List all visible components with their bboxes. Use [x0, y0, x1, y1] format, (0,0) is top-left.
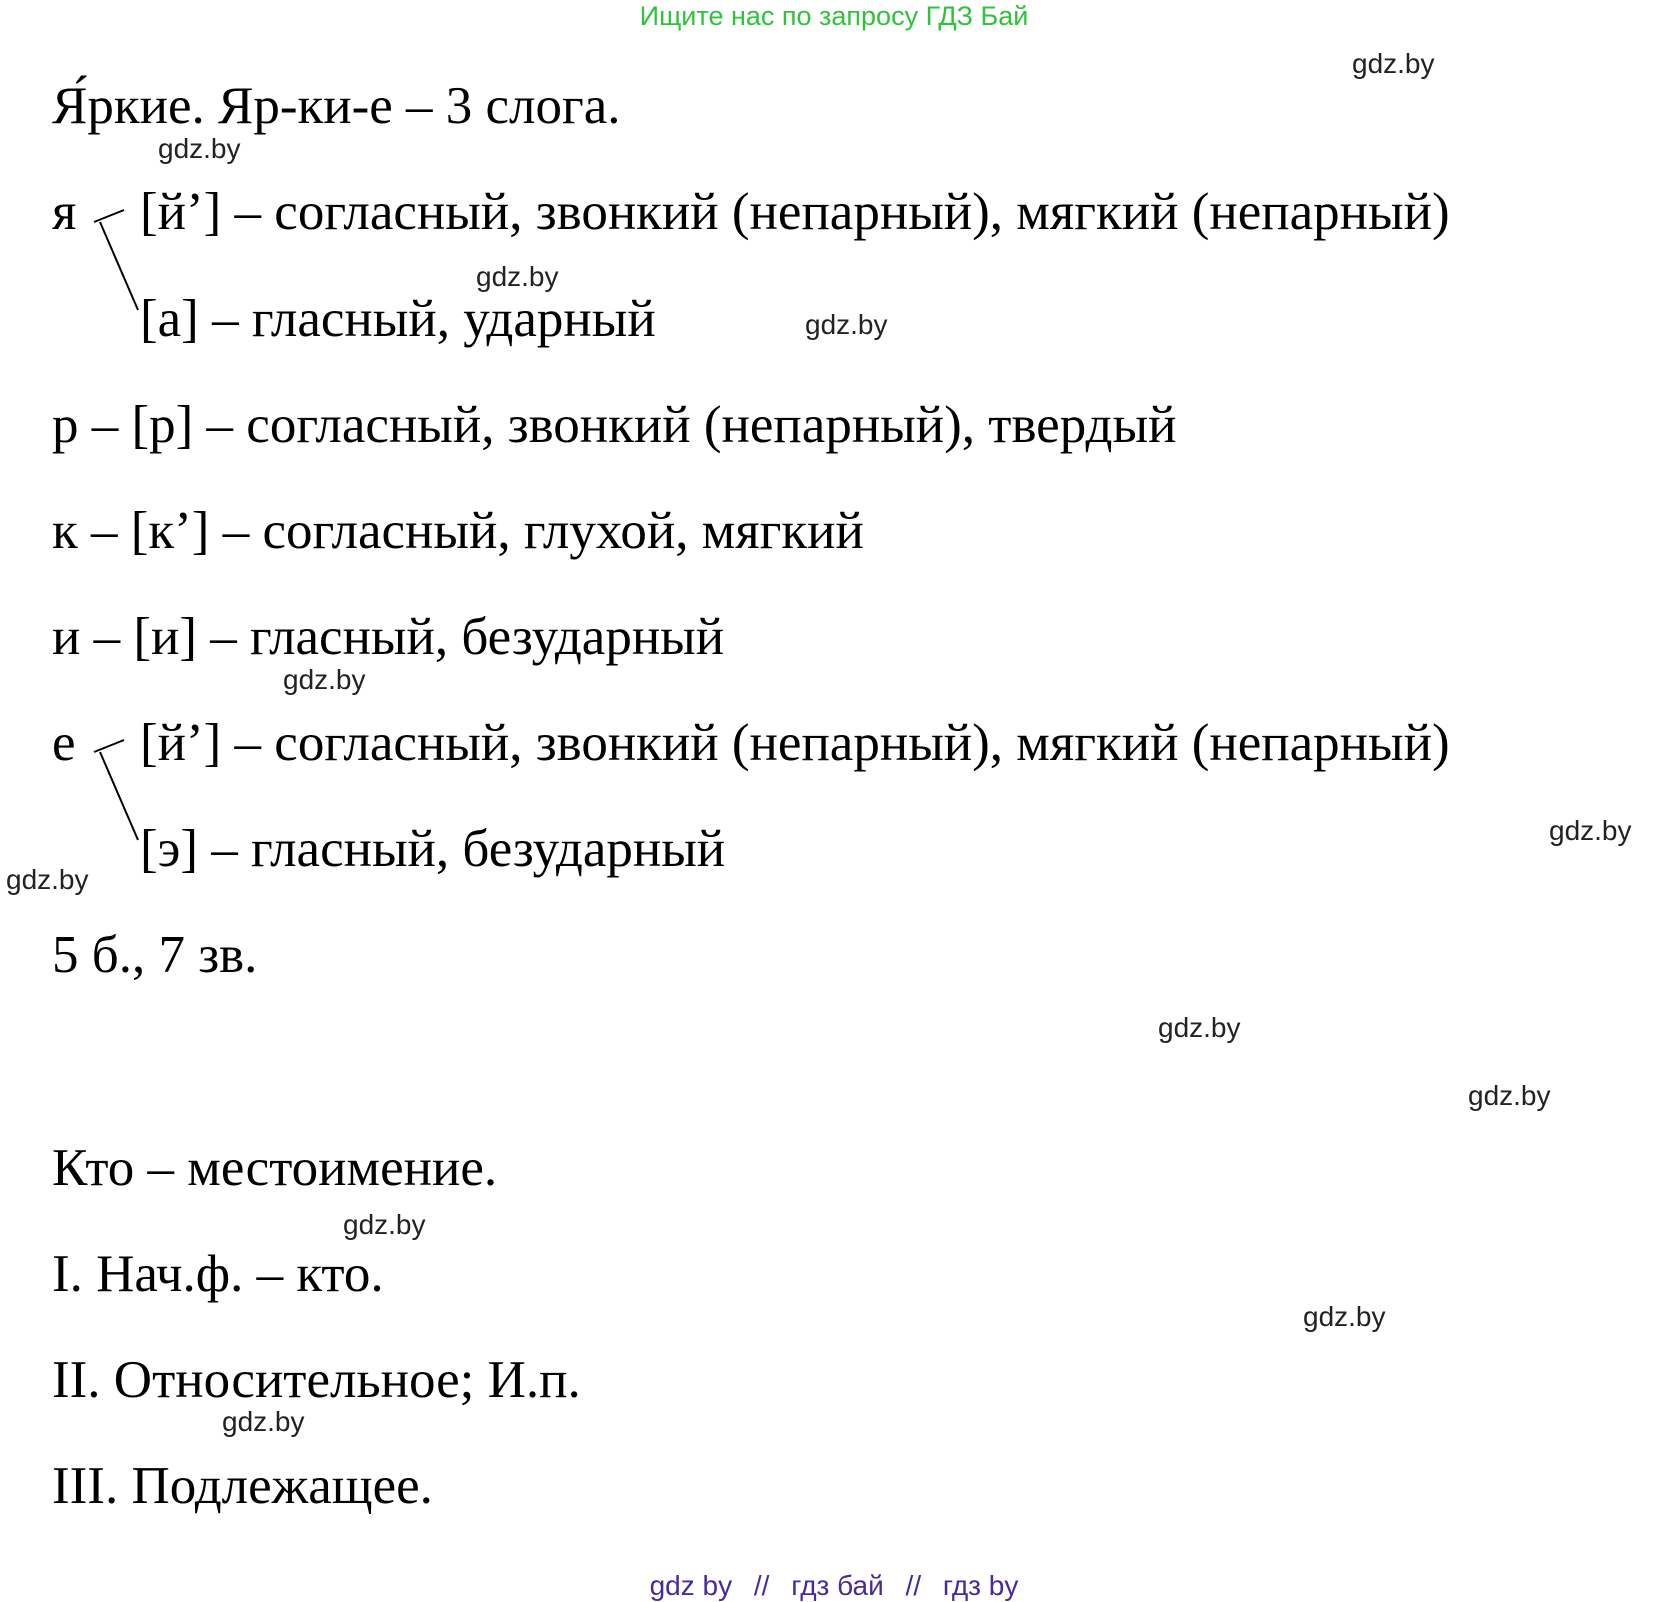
ya-sound-vowel: [а] – гласный, ударный [140, 290, 656, 348]
watermark: gdz.by [283, 664, 366, 695]
footer-link-gdz-bai[interactable]: гдз бай [791, 1570, 884, 1601]
e-sound-vowel: [э] – гласный, безударный [140, 820, 726, 878]
footer-links [0, 1570, 1668, 1602]
watermark: gdz.by [476, 261, 559, 292]
footer-link-gdz-by[interactable]: gdz by [649, 1570, 733, 1601]
phonetic-title: Я́ркие. Яр-ки-е – 3 слога. [52, 77, 621, 135]
watermark: gdz.by [343, 1209, 426, 1240]
morph-word: Кто – местоимение. [52, 1139, 498, 1197]
r-line: р – [р] – согласный, звонкий (непарный), твердый [52, 396, 1177, 454]
watermark: gdz.by [6, 864, 89, 895]
i-line: и – [и] – гласный, безударный [52, 608, 725, 666]
watermark: gdz.by [1352, 48, 1435, 79]
top-banner: Ищите нас по запросу ГДЗ Бай [639, 1, 1029, 31]
footer-separator: // [753, 1570, 770, 1601]
morph-item-1: I. Нач.ф. – кто. [52, 1245, 384, 1303]
branch-lines-e [94, 740, 144, 850]
morph-item-2: II. Относительное; И.п. [52, 1351, 581, 1409]
watermark: gdz.by [805, 309, 888, 340]
letter-e: е [52, 714, 76, 772]
watermark: gdz.by [1549, 815, 1632, 846]
letter-ya: я [52, 183, 77, 241]
watermark: gdz.by [1468, 1080, 1551, 1111]
watermark: gdz.by [158, 133, 241, 164]
watermark: gdz.by [1158, 1012, 1241, 1043]
phonetic-summary: 5 б., 7 зв. [52, 926, 258, 984]
e-sound-consonant: [й’] – согласный, звонкий (непарный), мягкий (непарный) [140, 714, 1450, 772]
watermark: gdz.by [222, 1406, 305, 1437]
footer-separator: // [905, 1570, 922, 1601]
morph-item-3: III. Подлежащее. [52, 1457, 433, 1515]
ya-sound-consonant: [й’] – согласный, звонкий (непарный), мягкий (непарный) [140, 183, 1450, 241]
k-line: к – [к’] – согласный, глухой, мягкий [52, 502, 864, 560]
footer-link-gdz-by-cyr[interactable]: гдз by [942, 1570, 1019, 1601]
branch-lines-ya [94, 210, 144, 320]
watermark: gdz.by [1303, 1301, 1386, 1332]
